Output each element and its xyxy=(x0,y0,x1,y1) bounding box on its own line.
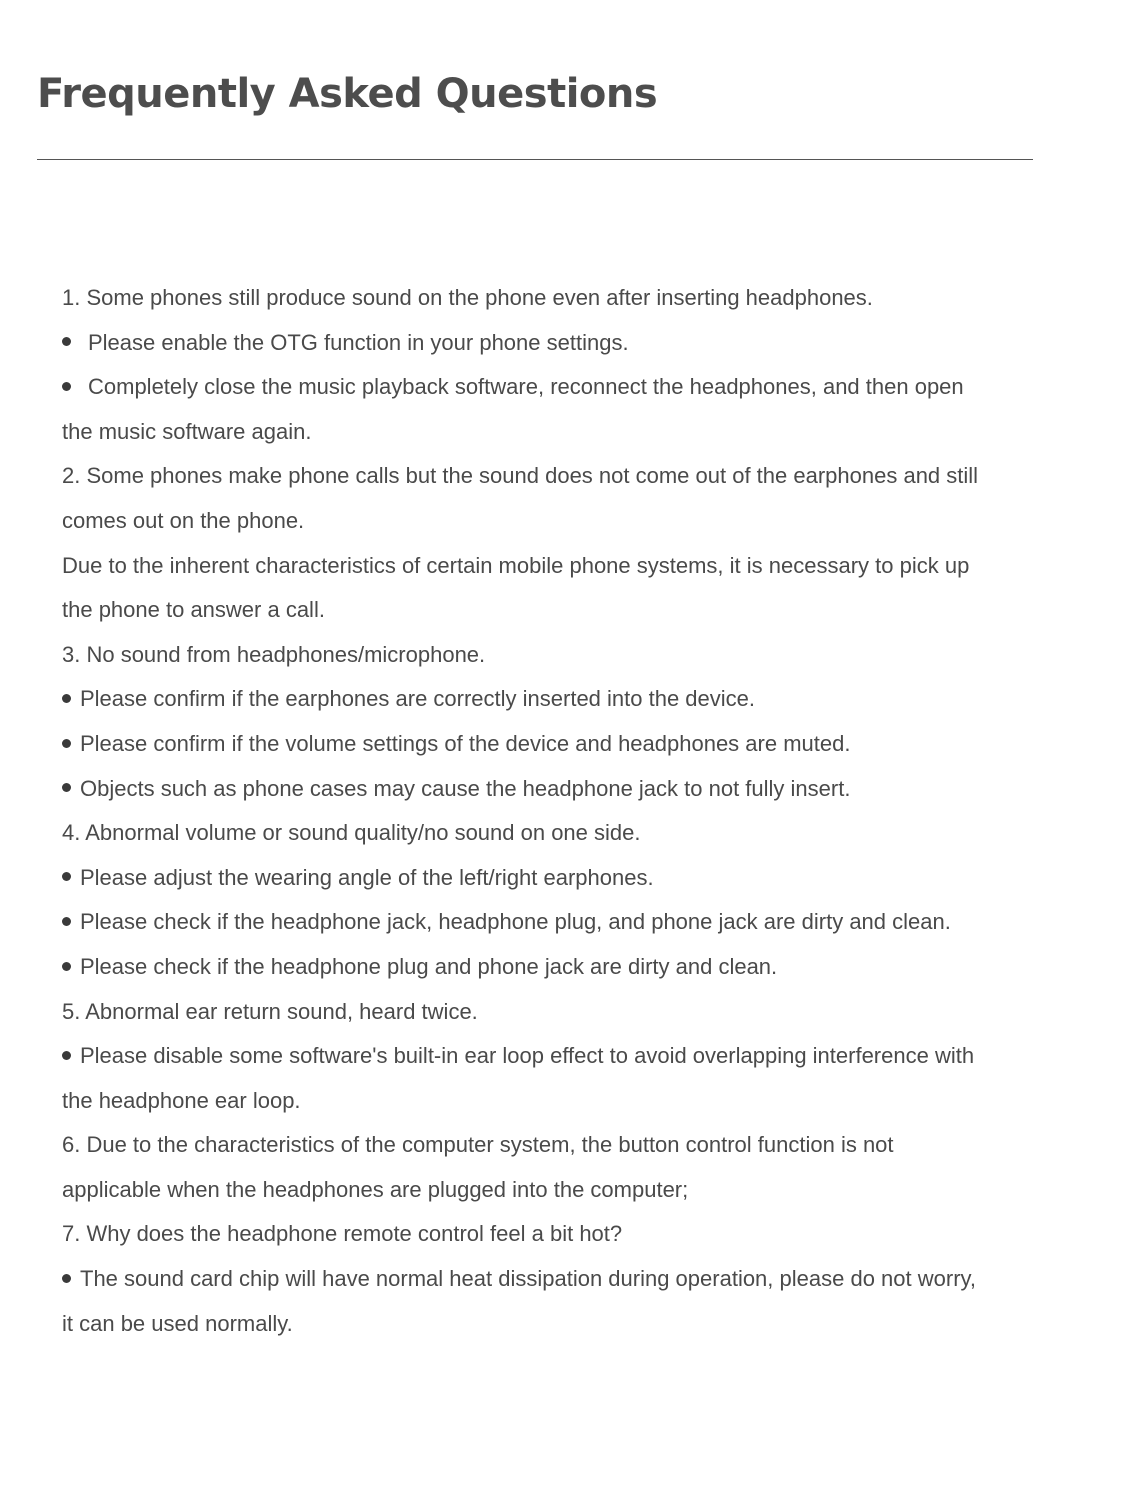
faq-answer-line: Please confirm if the earphones are correctly inserted into the device. xyxy=(62,677,1082,722)
faq-answer-line: Please disable some software's built-in ear loop effect to avoid overlapping interference with xyxy=(62,1034,1082,1079)
faq-question-4: 4. Abnormal volume or sound quality/no sound on one side. xyxy=(62,820,641,846)
bullet-icon xyxy=(62,917,71,926)
bullet-icon xyxy=(62,337,71,346)
faq-question-line: applicable when the headphones are plugged into the computer; xyxy=(62,1176,689,1202)
bullet-icon xyxy=(62,694,71,703)
faq-answer-line: the headphone ear loop. xyxy=(62,1087,301,1113)
faq-answer-line: the music software again. xyxy=(62,418,312,444)
faq-question-5: 5. Abnormal ear return sound, heard twice. xyxy=(62,998,478,1024)
page-title: Frequently Asked Questions xyxy=(37,71,658,117)
faq-answer-line: Objects such as phone cases may cause the headphone jack to not fully insert. xyxy=(62,767,1082,812)
faq-question-7: 7. Why does the headphone remote control feel a bit hot? xyxy=(62,1221,623,1247)
bullet-icon xyxy=(62,1051,71,1060)
bullet-icon xyxy=(62,382,71,391)
faq-question-3: 3. No sound from headphones/microphone. xyxy=(62,641,486,667)
faq-answer-line: Completely close the music playback software, reconnect the headphones, and then open xyxy=(62,365,1082,410)
faq-question-2: 2. Some phones make phone calls but the sound does not come out of the earphones and still xyxy=(62,463,979,489)
bullet-icon xyxy=(62,1274,71,1283)
faq-answer-line: The sound card chip will have normal heat dissipation during operation, please do not worry, xyxy=(62,1257,1082,1302)
bullet-icon xyxy=(62,872,71,881)
faq-answer-line: Please check if the headphone jack, headphone plug, and phone jack are dirty and clean. xyxy=(62,900,1082,945)
faq-answer-line: Please enable the OTG function in your phone settings. xyxy=(62,321,1082,366)
faq-answer-line: Please confirm if the volume settings of the device and headphones are muted. xyxy=(62,722,1082,767)
faq-question-line: comes out on the phone. xyxy=(62,507,305,533)
bullet-icon xyxy=(62,962,71,971)
title-divider xyxy=(37,159,1033,160)
faq-question-6: 6. Due to the characteristics of the computer system, the button control function is not xyxy=(62,1132,894,1158)
faq-answer-line: the phone to answer a call. xyxy=(62,597,325,623)
faq-answer-line: it can be used normally. xyxy=(62,1310,293,1336)
faq-answer-line: Please adjust the wearing angle of the left/right earphones. xyxy=(62,856,1082,901)
faq-content xyxy=(62,276,1082,1346)
faq-answer-line: Due to the inherent characteristics of certain mobile phone systems, it is necessary to pick up xyxy=(62,552,970,578)
bullet-icon xyxy=(62,783,71,792)
bullet-icon xyxy=(62,739,71,748)
faq-question-1: 1. Some phones still produce sound on the phone even after inserting headphones. xyxy=(62,285,873,310)
faq-answer-line: Please check if the headphone plug and phone jack are dirty and clean. xyxy=(62,945,1082,990)
